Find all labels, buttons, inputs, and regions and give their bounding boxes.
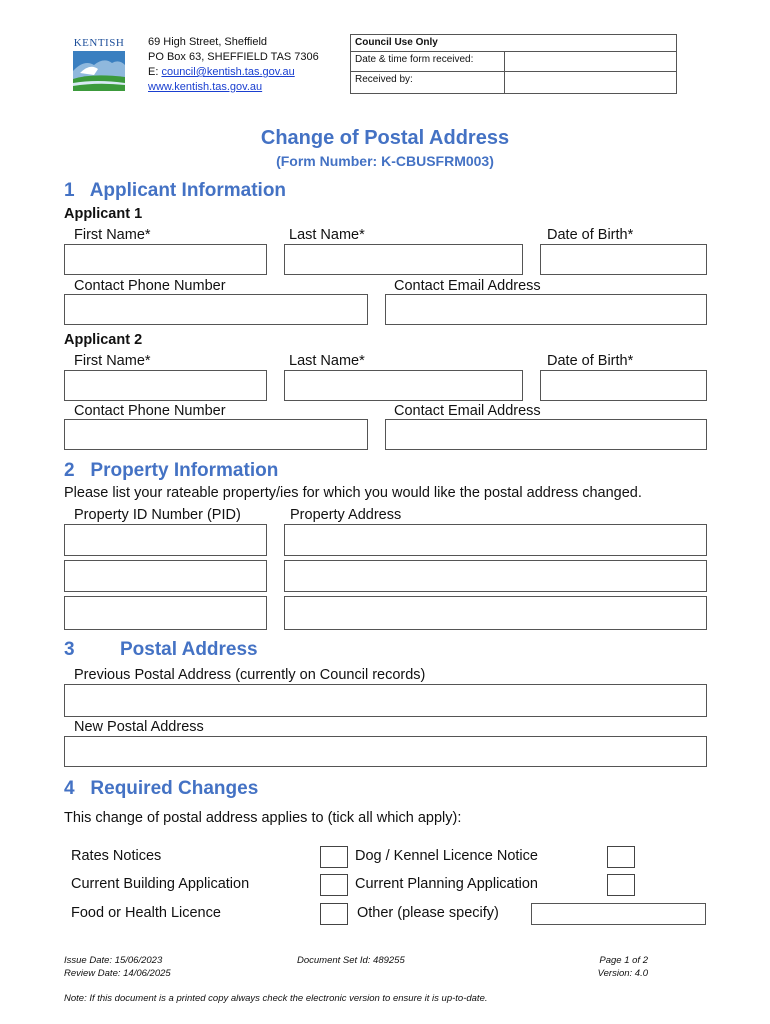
building-application-checkbox[interactable]	[320, 874, 348, 896]
new-address-label: New Postal Address	[74, 719, 204, 735]
changes-instruction: This change of postal address applies to (tick all which apply):	[64, 810, 462, 826]
building-application-label: Current Building Application	[71, 876, 250, 892]
new-address-input[interactable]	[64, 736, 707, 767]
section-1-heading: 1 Applicant Information	[64, 180, 287, 201]
rates-notices-checkbox[interactable]	[320, 846, 348, 868]
other-label: Other (please specify)	[357, 905, 499, 921]
property-address-input[interactable]	[284, 596, 707, 630]
dog-licence-label: Dog / Kennel Licence Notice	[355, 848, 538, 864]
website-link[interactable]: www.kentish.tas.gov.au	[148, 81, 263, 93]
address-block	[148, 35, 319, 95]
applicant-2-heading: Applicant 2	[64, 332, 143, 348]
applicant-2-email-input[interactable]	[385, 419, 707, 450]
pid-input[interactable]	[64, 524, 267, 556]
email-prefix: E:	[148, 66, 162, 78]
property-address-input[interactable]	[284, 524, 707, 556]
date-received-field[interactable]	[505, 52, 677, 72]
last-name-label: Last Name*	[289, 227, 365, 243]
planning-application-label: Current Planning Application	[355, 876, 538, 892]
dog-licence-checkbox[interactable]	[607, 846, 635, 868]
section-4-heading: 4 Required Changes	[64, 778, 259, 799]
council-logo	[72, 37, 126, 93]
received-by-field[interactable]	[505, 72, 677, 94]
applicant-2-phone-input[interactable]	[64, 419, 368, 450]
section-2-heading: 2 Property Information	[64, 460, 279, 481]
email-link[interactable]: council@kentish.tas.gov.au	[161, 66, 295, 78]
rates-notices-label: Rates Notices	[71, 848, 162, 864]
email-line	[148, 65, 319, 80]
property-address-input[interactable]	[284, 560, 707, 592]
applicant-1-first-name-input[interactable]	[64, 244, 267, 275]
form-number: (Form Number: K-CBUSFRM003)	[276, 153, 494, 169]
email-label: Contact Email Address	[394, 278, 541, 294]
applicant-2-dob-input[interactable]	[540, 370, 707, 401]
page-title: Change of Postal Address	[260, 127, 510, 149]
dob-label: Date of Birth*	[547, 227, 634, 243]
review-date: Review Date: 14/06/2025	[64, 968, 171, 979]
section-3-number: 3	[64, 639, 75, 660]
property-instruction: Please list your rateable property/ies for which you would like the postal address changed.	[64, 485, 642, 501]
pid-input[interactable]	[64, 596, 267, 630]
footer-note: Note: If this document is a printed copy always check the electronic version to ensure it is up-to-date.	[64, 993, 488, 1004]
other-specify-input[interactable]	[531, 903, 706, 925]
planning-application-checkbox[interactable]	[607, 874, 635, 896]
date-received-label: Date & time form received:	[351, 52, 505, 72]
applicant-1-phone-input[interactable]	[64, 294, 368, 325]
applicant-2-last-name-input[interactable]	[284, 370, 523, 401]
last-name-label: Last Name*	[289, 353, 365, 369]
applicant-1-email-input[interactable]	[385, 294, 707, 325]
food-licence-label: Food or Health Licence	[71, 905, 221, 921]
previous-address-label: Previous Postal Address (currently on Council records)	[74, 667, 426, 683]
pid-column-label: Property ID Number (PID)	[74, 507, 241, 523]
applicant-1-last-name-input[interactable]	[284, 244, 523, 275]
logo-text: KENTISH	[73, 37, 125, 49]
phone-label: Contact Phone Number	[74, 278, 226, 294]
council-use-table	[350, 34, 677, 94]
applicant-1-heading: Applicant 1	[64, 206, 143, 222]
applicant-1-dob-input[interactable]	[540, 244, 707, 275]
received-by-label: Received by:	[351, 72, 505, 94]
issue-date: Issue Date: 15/06/2023	[64, 955, 163, 966]
version: Version: 4.0	[597, 968, 648, 979]
council-use-title: Council Use Only	[351, 35, 677, 52]
address-line-1: 69 High Street, Sheffield	[148, 36, 268, 48]
phone-label: Contact Phone Number	[74, 403, 226, 419]
first-name-label: First Name*	[74, 227, 151, 243]
document-set-id: Document Set Id: 489255	[297, 955, 405, 966]
first-name-label: First Name*	[74, 353, 151, 369]
previous-address-input[interactable]	[64, 684, 707, 717]
property-address-column-label: Property Address	[290, 507, 402, 523]
dob-label: Date of Birth*	[547, 353, 634, 369]
food-licence-checkbox[interactable]	[320, 903, 348, 925]
email-label: Contact Email Address	[394, 403, 541, 419]
section-3-heading: Postal Address	[120, 639, 258, 660]
applicant-2-first-name-input[interactable]	[64, 370, 267, 401]
address-line-2: PO Box 63, SHEFFIELD TAS 7306	[148, 51, 319, 63]
page-number: Page 1 of 2	[599, 955, 648, 966]
pid-input[interactable]	[64, 560, 267, 592]
